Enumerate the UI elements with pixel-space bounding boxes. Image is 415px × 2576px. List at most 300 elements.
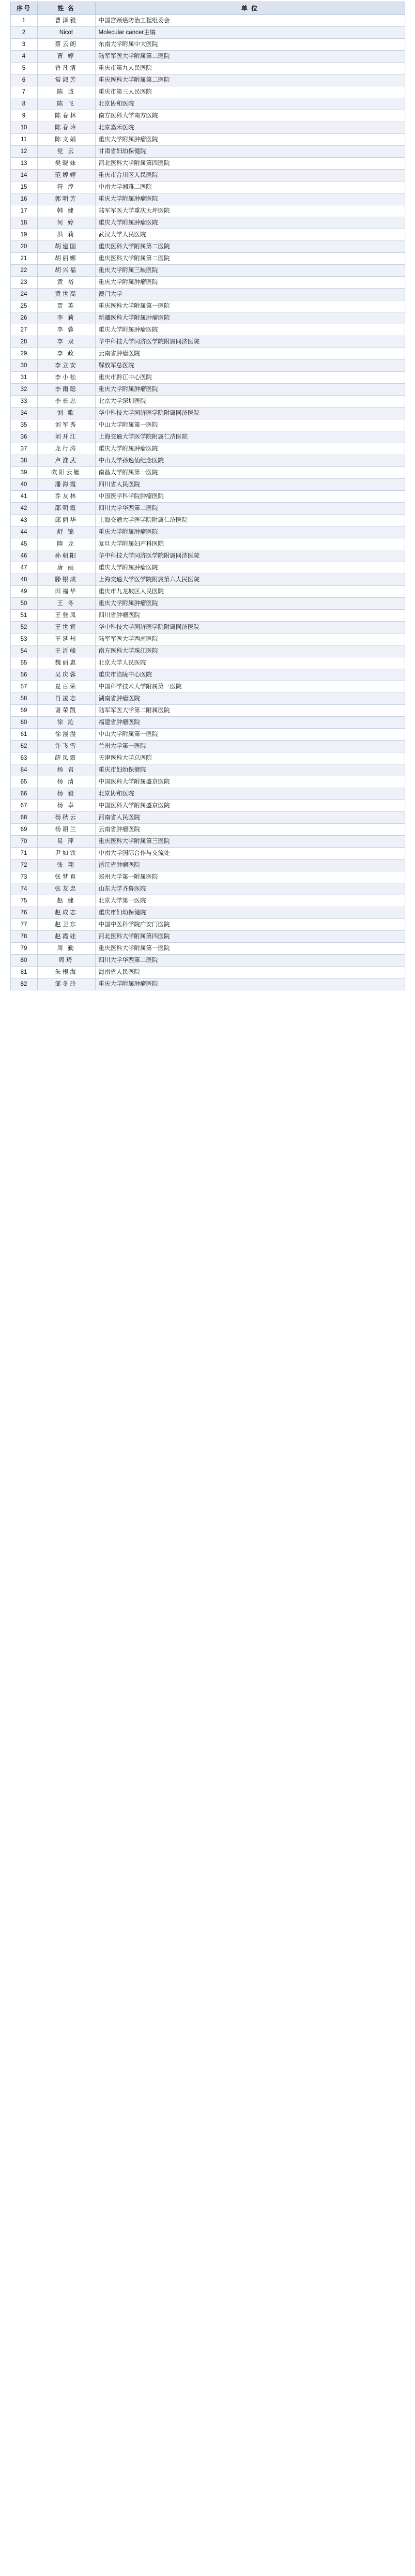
cell-name: 王登凤 (37, 610, 95, 622)
cell-organization: 华中科技大学同济医学院附属同济医院 (95, 336, 405, 348)
cell-organization: 河北医科大学附属第四医院 (95, 931, 405, 943)
cell-name: 洪 莉 (37, 229, 95, 241)
cell-organization: 重庆医科大学附属第一医院 (95, 943, 405, 955)
cell-organization: 北京嘉禾医院 (95, 122, 405, 134)
cell-organization: 中山大学附属第一医院 (95, 729, 405, 741)
cell-name: 胡兴福 (37, 265, 95, 277)
table-row (10, 217, 405, 229)
table-row (10, 205, 405, 217)
cell-name: 田福华 (37, 586, 95, 598)
cell-organization: 北京协和医院 (95, 788, 405, 800)
cell-seq: 49 (10, 586, 37, 598)
cell-seq: 45 (10, 538, 37, 550)
cell-seq: 41 (10, 491, 37, 503)
table-row (10, 158, 405, 170)
cell-seq: 35 (10, 419, 37, 431)
cell-seq: 24 (10, 289, 37, 300)
cell-name: 邱丽华 (37, 515, 95, 526)
table-row (10, 110, 405, 122)
table-row (10, 515, 405, 526)
cell-name: 周 勤 (37, 943, 95, 955)
cell-name: 隋 龙 (37, 538, 95, 550)
table-row (10, 455, 405, 467)
cell-name: 李 政 (37, 348, 95, 360)
cell-name: 孙朝阳 (37, 550, 95, 562)
cell-organization: 云南省肿瘤医院 (95, 824, 405, 836)
table-row (10, 538, 405, 550)
cell-name: 唐 丽 (37, 562, 95, 574)
cell-name: 朱根海 (37, 967, 95, 978)
cell-name: 许飞雪 (37, 741, 95, 752)
cell-name: 王世宣 (37, 622, 95, 634)
cell-name: 陈文娟 (37, 134, 95, 146)
cell-organization: 郑州大学第一附属医院 (95, 871, 405, 883)
table-row (10, 348, 405, 360)
cell-seq: 16 (10, 193, 37, 205)
table-row (10, 27, 405, 39)
cell-name: 李立安 (37, 360, 95, 372)
cell-organization: 重庆市第九人民医院 (95, 63, 405, 74)
cell-seq: 58 (10, 693, 37, 705)
cell-organization: 中山大学孙逸仙纪念医院 (95, 455, 405, 467)
table-row (10, 491, 405, 503)
table-row (10, 431, 405, 443)
cell-seq: 27 (10, 324, 37, 336)
table-row (10, 146, 405, 158)
cell-seq: 72 (10, 860, 37, 871)
table-row (10, 51, 405, 63)
cell-seq: 14 (10, 170, 37, 182)
cell-organization: 北京大学深圳医院 (95, 396, 405, 408)
table-row (10, 15, 405, 27)
cell-name: 胡建国 (37, 241, 95, 253)
cell-seq: 38 (10, 455, 37, 467)
cell-seq: 6 (10, 74, 37, 86)
table-row (10, 836, 405, 848)
table-row (10, 396, 405, 408)
table-row (10, 622, 405, 634)
table-row (10, 812, 405, 824)
cell-name: 夏百荣 (37, 681, 95, 693)
cell-name: 陈春林 (37, 110, 95, 122)
cell-seq: 78 (10, 931, 37, 943)
cell-name: 尹如铁 (37, 848, 95, 860)
cell-name: 王延州 (37, 634, 95, 645)
table-row (10, 300, 405, 312)
cell-name: 杨 毅 (37, 788, 95, 800)
table-row (10, 122, 405, 134)
cell-seq: 43 (10, 515, 37, 526)
table-row (10, 943, 405, 955)
cell-name: 黄 裕 (37, 277, 95, 289)
cell-name: 符 淳 (37, 182, 95, 193)
cell-organization: 中南大学湘雅二医院 (95, 182, 405, 193)
cell-organization: 上海交通大学医学院附属仁济医院 (95, 431, 405, 443)
table-row (10, 98, 405, 110)
table-row (10, 860, 405, 871)
cell-name: 龙行涛 (37, 443, 95, 455)
table-row (10, 800, 405, 812)
cell-seq: 80 (10, 955, 37, 967)
cell-seq: 57 (10, 681, 37, 693)
cell-organization: 中国医科大学附属盛京医院 (95, 800, 405, 812)
cell-organization: 华中科技大学同济医学院附属同济医院 (95, 550, 405, 562)
table-row (10, 848, 405, 860)
cell-organization: 云南省肿瘤医院 (95, 348, 405, 360)
cell-name: 赵卫东 (37, 919, 95, 931)
table-row (10, 741, 405, 752)
cell-name: 王 冬 (37, 598, 95, 610)
table-row (10, 384, 405, 396)
cell-name: 陈 诚 (37, 86, 95, 98)
column-header-seq: 序号 (10, 2, 37, 15)
table-row (10, 312, 405, 324)
cell-organization: 复旦大学附属妇产科医院 (95, 538, 405, 550)
cell-seq: 21 (10, 253, 37, 265)
table-row (10, 717, 405, 729)
cell-seq: 29 (10, 348, 37, 360)
table-row (10, 63, 405, 74)
table-body (10, 15, 405, 990)
table-row (10, 776, 405, 788)
table-row (10, 883, 405, 895)
cell-organization: 新疆医科大学附属肿瘤医院 (95, 312, 405, 324)
cell-organization: 河北医科大学附属第四医院 (95, 158, 405, 170)
cell-seq: 47 (10, 562, 37, 574)
cell-organization: 重庆市合川区人民医院 (95, 170, 405, 182)
cell-seq: 18 (10, 217, 37, 229)
cell-name: 曾凡清 (37, 63, 95, 74)
cell-name: 欧阳云雁 (37, 467, 95, 479)
cell-organization: 重庆医科大学附属第二医院 (95, 74, 405, 86)
cell-name: 卢淮武 (37, 455, 95, 467)
cell-seq: 23 (10, 277, 37, 289)
cell-name: 薛凤霞 (37, 752, 95, 764)
cell-name: 刘开江 (37, 431, 95, 443)
cell-name: 邵明霞 (37, 503, 95, 515)
cell-name: 李小松 (37, 372, 95, 384)
cell-organization: 解放军总医院 (95, 360, 405, 372)
cell-organization: 福建省肿瘤医院 (95, 717, 405, 729)
cell-organization: 中山大学附属第一医院 (95, 419, 405, 431)
cell-seq: 33 (10, 396, 37, 408)
cell-organization: 四川大学华西第二医院 (95, 503, 405, 515)
cell-seq: 28 (10, 336, 37, 348)
table-row (10, 182, 405, 193)
cell-name: 李雨聪 (37, 384, 95, 396)
cell-organization: 重庆大学附属肿瘤医院 (95, 598, 405, 610)
cell-seq: 53 (10, 634, 37, 645)
cell-seq: 61 (10, 729, 37, 741)
cell-name: 李 蓉 (37, 324, 95, 336)
cell-name: 蔡云朗 (37, 39, 95, 51)
cell-organization: 河南省人民医院 (95, 812, 405, 824)
table-row (10, 170, 405, 182)
cell-seq: 77 (10, 919, 37, 931)
cell-organization: 重庆大学附属肿瘤医院 (95, 562, 405, 574)
cell-seq: 39 (10, 467, 37, 479)
table-row (10, 919, 405, 931)
cell-name: 张梦真 (37, 871, 95, 883)
table-row (10, 752, 405, 764)
table-row (10, 574, 405, 586)
cell-name: 邹冬玲 (37, 978, 95, 990)
cell-seq: 31 (10, 372, 37, 384)
cell-organization: 重庆大学附属肿瘤医院 (95, 526, 405, 538)
table-row (10, 265, 405, 277)
cell-seq: 63 (10, 752, 37, 764)
cell-seq: 3 (10, 39, 37, 51)
cell-seq: 10 (10, 122, 37, 134)
cell-seq: 50 (10, 598, 37, 610)
cell-name: 杨谢兰 (37, 824, 95, 836)
cell-organization: 重庆大学附属肿瘤医院 (95, 134, 405, 146)
cell-seq: 71 (10, 848, 37, 860)
cell-seq: 2 (10, 27, 37, 39)
cell-organization: 重庆医科大学附属第二医院 (95, 241, 405, 253)
cell-organization: 陆军军医大学西南医院 (95, 634, 405, 645)
cell-organization: 上海交通大学医学院附属第六人民医院 (95, 574, 405, 586)
cell-name: 杨 君 (37, 764, 95, 776)
table-row (10, 134, 405, 146)
cell-seq: 12 (10, 146, 37, 158)
cell-name: 贾 英 (37, 300, 95, 312)
cell-organization: 上海交通大学医学院附属仁济医院 (95, 515, 405, 526)
cell-name: 刘 歌 (37, 408, 95, 419)
cell-seq: 69 (10, 824, 37, 836)
table-row (10, 336, 405, 348)
cell-organization: 重庆市妇幼保健院 (95, 764, 405, 776)
cell-organization: 重庆市妇幼保健院 (95, 907, 405, 919)
cell-seq: 40 (10, 479, 37, 491)
cell-seq: 30 (10, 360, 37, 372)
cell-organization: 北京协和医院 (95, 98, 405, 110)
roster-table (10, 2, 405, 990)
cell-organization: 中国中医科学院广安门医院 (95, 919, 405, 931)
cell-name: 王沂峰 (37, 645, 95, 657)
cell-seq: 22 (10, 265, 37, 277)
cell-name: 胡丽娜 (37, 253, 95, 265)
cell-name: 郭明芳 (37, 193, 95, 205)
cell-seq: 15 (10, 182, 37, 193)
table-row (10, 86, 405, 98)
table-row (10, 669, 405, 681)
cell-seq: 19 (10, 229, 37, 241)
cell-seq: 75 (10, 895, 37, 907)
cell-seq: 55 (10, 657, 37, 669)
cell-organization: 兰州大学第一医院 (95, 741, 405, 752)
cell-seq: 7 (10, 86, 37, 98)
cell-seq: 82 (10, 978, 37, 990)
table-row (10, 39, 405, 51)
cell-organization: 中国宫颈癌防治工程组委会 (95, 15, 405, 27)
cell-name: 黄世高 (37, 289, 95, 300)
table-row (10, 705, 405, 717)
cell-organization: 南昌大学附属第一医院 (95, 467, 405, 479)
table-row (10, 419, 405, 431)
table-row (10, 360, 405, 372)
cell-name: 陈 飞 (37, 98, 95, 110)
cell-organization: 重庆大学附属肿瘤医院 (95, 277, 405, 289)
cell-name: 赵 健 (37, 895, 95, 907)
table-row (10, 253, 405, 265)
cell-seq: 36 (10, 431, 37, 443)
table-row (10, 550, 405, 562)
cell-organization: 重庆市涪陵中心医院 (95, 669, 405, 681)
table-header-row (10, 2, 405, 15)
column-header-name: 姓 名 (37, 2, 95, 15)
cell-seq: 64 (10, 764, 37, 776)
cell-seq: 79 (10, 943, 37, 955)
cell-organization: 重庆大学附属三峡医院 (95, 265, 405, 277)
cell-seq: 20 (10, 241, 37, 253)
table-row (10, 978, 405, 990)
cell-name: 党 云 (37, 146, 95, 158)
cell-name: 吴庆蓉 (37, 669, 95, 681)
cell-organization: 北京大学第一医院 (95, 895, 405, 907)
table-row (10, 645, 405, 657)
roster-table-container (0, 2, 415, 990)
cell-seq: 46 (10, 550, 37, 562)
table-row (10, 408, 405, 419)
cell-name: 滕银成 (37, 574, 95, 586)
cell-organization: 四川省人民医院 (95, 479, 405, 491)
cell-seq: 11 (10, 134, 37, 146)
cell-name: 范婷婷 (37, 170, 95, 182)
cell-seq: 62 (10, 741, 37, 752)
cell-seq: 67 (10, 800, 37, 812)
cell-organization: 湖南省肿瘤医院 (95, 693, 405, 705)
cell-seq: 66 (10, 788, 37, 800)
cell-name: 潘海霞 (37, 479, 95, 491)
table-row (10, 526, 405, 538)
cell-seq: 26 (10, 312, 37, 324)
cell-seq: 73 (10, 871, 37, 883)
table-row (10, 788, 405, 800)
cell-name: 曹泽毅 (37, 15, 95, 27)
cell-name: 赵霞娃 (37, 931, 95, 943)
cell-organization: 重庆医科大学附属第一医院 (95, 300, 405, 312)
cell-name: 赵成志 (37, 907, 95, 919)
table-row (10, 657, 405, 669)
table-row (10, 967, 405, 978)
cell-name: 徐漫漫 (37, 729, 95, 741)
cell-seq: 76 (10, 907, 37, 919)
cell-seq: 34 (10, 408, 37, 419)
cell-seq: 48 (10, 574, 37, 586)
table-row (10, 955, 405, 967)
cell-organization: 重庆大学附属肿瘤医院 (95, 217, 405, 229)
table-row (10, 598, 405, 610)
cell-seq: 37 (10, 443, 37, 455)
cell-seq: 25 (10, 300, 37, 312)
cell-organization: 海南省人民医院 (95, 967, 405, 978)
cell-name: 魏丽惠 (37, 657, 95, 669)
cell-name: 杨 卓 (37, 800, 95, 812)
cell-name: Nicot (37, 27, 95, 39)
cell-organization: 南方医科大学珠江医院 (95, 645, 405, 657)
cell-name: 曹 婷 (37, 51, 95, 63)
cell-organization: 重庆市第三人民医院 (95, 86, 405, 98)
cell-organization: 山东大学齐鲁医院 (95, 883, 405, 895)
table-row (10, 277, 405, 289)
cell-organization: 重庆大学附属肿瘤医院 (95, 443, 405, 455)
cell-organization: 北京大学人民医院 (95, 657, 405, 669)
cell-name: 周琦 (37, 955, 95, 967)
cell-name: 谢荣凯 (37, 705, 95, 717)
cell-organization: 浙江省肿瘤医院 (95, 860, 405, 871)
table-row (10, 693, 405, 705)
cell-seq: 74 (10, 883, 37, 895)
cell-name: 刘军秀 (37, 419, 95, 431)
cell-seq: 52 (10, 622, 37, 634)
cell-name: 李长忠 (37, 396, 95, 408)
cell-organization: 重庆大学附属肿瘤医院 (95, 978, 405, 990)
table-row (10, 931, 405, 943)
table-row (10, 74, 405, 86)
cell-organization: 中国医学科学院肿瘤医院 (95, 491, 405, 503)
cell-seq: 70 (10, 836, 37, 848)
table-row (10, 241, 405, 253)
cell-organization: 重庆市黔江中心医院 (95, 372, 405, 384)
table-row (10, 562, 405, 574)
cell-seq: 9 (10, 110, 37, 122)
cell-organization: 甘肃省妇幼保健院 (95, 146, 405, 158)
cell-organization: 中国科学技术大学附属第一医院 (95, 681, 405, 693)
cell-seq: 17 (10, 205, 37, 217)
table-row (10, 443, 405, 455)
cell-name: 陈春玲 (37, 122, 95, 134)
column-header-org: 单 位 (95, 2, 405, 15)
cell-seq: 60 (10, 717, 37, 729)
cell-organization: 重庆大学附属肿瘤医院 (95, 384, 405, 396)
cell-organization: 中南大学国际合作与交流处 (95, 848, 405, 860)
table-row (10, 907, 405, 919)
cell-organization: 东南大学附属中大医院 (95, 39, 405, 51)
table-row (10, 586, 405, 598)
table-row (10, 467, 405, 479)
table-row (10, 289, 405, 300)
cell-name: 张 翔 (37, 860, 95, 871)
table-row (10, 824, 405, 836)
cell-seq: 42 (10, 503, 37, 515)
table-row (10, 372, 405, 384)
cell-organization: 华中科技大学同济医学院附属同济医院 (95, 622, 405, 634)
table-row (10, 895, 405, 907)
table-row (10, 764, 405, 776)
cell-organization: 陆军军医大学重庆大坪医院 (95, 205, 405, 217)
cell-seq: 32 (10, 384, 37, 396)
cell-seq: 68 (10, 812, 37, 824)
cell-organization: 重庆大学附属肿瘤医院 (95, 193, 405, 205)
cell-seq: 5 (10, 63, 37, 74)
cell-name: 张友忠 (37, 883, 95, 895)
cell-seq: 44 (10, 526, 37, 538)
table-row (10, 193, 405, 205)
cell-name: 乔友林 (37, 491, 95, 503)
table-row (10, 729, 405, 741)
cell-name: 何 婷 (37, 217, 95, 229)
cell-organization: 陆军军医大学第二附属医院 (95, 705, 405, 717)
table-row (10, 610, 405, 622)
table-row (10, 479, 405, 491)
cell-seq: 81 (10, 967, 37, 978)
cell-organization: 重庆医科大学附属第三医院 (95, 836, 405, 848)
cell-seq: 4 (10, 51, 37, 63)
cell-seq: 13 (10, 158, 37, 170)
cell-seq: 56 (10, 669, 37, 681)
cell-organization: 南方医科大学南方医院 (95, 110, 405, 122)
